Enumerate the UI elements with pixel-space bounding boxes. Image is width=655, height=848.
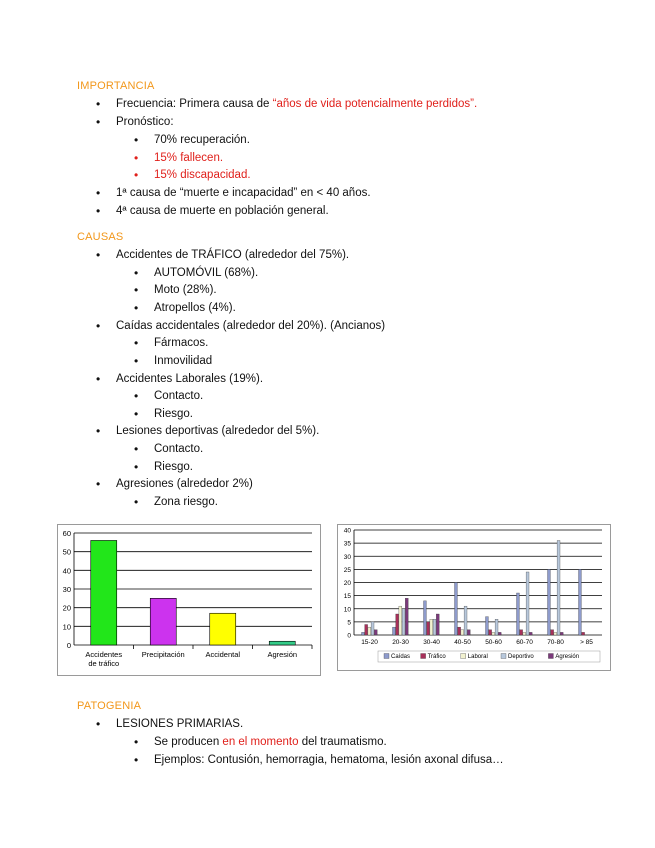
x-tick-label: Accidental — [205, 650, 241, 659]
bar — [433, 619, 436, 635]
list-item-deportivas: • Lesiones deportivas (alrededor del 5%). — [116, 424, 319, 438]
momento-suffix: del traumatismo. — [298, 736, 387, 748]
chart-causas-simple — [57, 524, 321, 676]
bar — [424, 601, 427, 635]
legend-swatch — [384, 654, 389, 659]
section-title-patogenia: PATOGENIA — [77, 700, 142, 712]
bar — [362, 632, 365, 635]
bar — [560, 632, 563, 635]
momento-prefix: Se producen — [154, 736, 223, 748]
bar — [436, 614, 439, 635]
x-tick-label: 60-70 — [516, 639, 533, 646]
legend-swatch — [548, 654, 553, 659]
y-tick-label: 0 — [66, 641, 71, 650]
list-item-pronostico-recuperacion: • 70% recuperación. — [154, 133, 250, 147]
x-tick-label: > 85 — [580, 639, 593, 646]
bar — [455, 583, 458, 636]
bar — [467, 630, 470, 635]
x-tick-label: 30-40 — [423, 639, 440, 646]
list-item-lesiones-primarias: • LESIONES PRIMARIAS. — [116, 717, 243, 731]
frecuencia-text: Frecuencia: Primera causa de — [116, 98, 273, 110]
list-item-trafico: • Accidentes de TRÁFICO (alrededor del 75%). — [116, 248, 349, 262]
bar — [464, 606, 467, 635]
y-tick-label: 30 — [343, 553, 351, 561]
y-tick-label: 40 — [343, 527, 351, 535]
chart-causas-simple-svg — [58, 525, 320, 675]
y-tick-label: 60 — [62, 529, 71, 538]
x-tick-label: 20-30 — [392, 639, 409, 646]
list-item-pronostico-fallecen: • 15% fallecen. — [154, 151, 223, 165]
y-tick-label: 10 — [343, 606, 351, 614]
x-tick-label: Agresión — [267, 650, 298, 659]
list-item-causa-1: • 1ª causa de “muerte e incapacidad” en < 40 años. — [116, 186, 371, 200]
legend-swatch — [501, 654, 506, 659]
bar — [396, 614, 399, 635]
bar — [486, 617, 489, 635]
bar — [405, 598, 408, 635]
section-title-causas: CAUSAS — [77, 231, 124, 243]
bar — [579, 569, 582, 635]
y-tick-label: 0 — [347, 632, 351, 640]
y-tick-label: 50 — [62, 547, 71, 557]
y-tick-label: 20 — [62, 603, 71, 613]
list-item-frecuencia — [116, 97, 477, 111]
bar — [498, 632, 501, 635]
list-item-laborales: • Accidentes Laborales (19%). — [116, 372, 263, 386]
bar — [582, 632, 585, 635]
bar — [393, 627, 396, 635]
x-tick-label: 70-80 — [547, 639, 564, 646]
y-tick-label: 40 — [62, 566, 71, 576]
list-item-deportivas-contacto: • Contacto. — [154, 442, 203, 456]
y-tick-label: 10 — [62, 622, 71, 632]
list-item-caidas: • Caídas accidentales (alrededor del 20%). (Ancianos) — [116, 319, 385, 333]
bar — [458, 627, 461, 635]
y-tick-label: 30 — [62, 585, 71, 594]
bar — [371, 622, 374, 635]
bar — [374, 630, 377, 635]
bar — [520, 630, 523, 635]
y-tick-label: 35 — [343, 540, 351, 548]
bar — [523, 632, 526, 635]
y-tick-label: 5 — [347, 619, 351, 627]
bar — [430, 619, 433, 635]
momento-highlight: en el momento — [222, 736, 299, 748]
y-tick-label: 20 — [343, 580, 351, 587]
list-item-atropellos: • Atropellos (4%). — [154, 301, 236, 315]
chart-causas-por-edad — [337, 524, 611, 671]
list-item-automovil: • AUTOMÓVIL (68%). — [154, 266, 258, 280]
bar — [150, 598, 176, 645]
legend-label: Deportivo — [508, 654, 534, 660]
bar — [551, 630, 554, 635]
legend-label: Caídas — [391, 654, 411, 660]
bar — [365, 625, 368, 636]
bar — [269, 641, 295, 645]
bar — [548, 569, 551, 635]
bar — [91, 540, 117, 645]
chart-causas-por-edad-svg — [338, 525, 610, 670]
bar — [554, 632, 557, 635]
list-item-ejemplos: • Ejemplos: Contusión, hemorragia, hematoma, lesión axonal difusa… — [154, 753, 504, 767]
bar — [402, 609, 405, 635]
x-tick-label: de tráfico — [88, 659, 120, 668]
legend-label: Tráfico — [427, 654, 446, 660]
x-tick-label: Accidentes — [85, 650, 123, 659]
x-tick-label: 40-50 — [454, 639, 471, 646]
list-item-moto: • Moto (28%). — [154, 283, 217, 297]
y-tick-label: 15 — [343, 593, 351, 601]
list-item-zona-riesgo: • Zona riesgo. — [154, 495, 218, 509]
list-item-farmacos: • Fármacos. — [154, 336, 208, 350]
list-item-momento — [154, 735, 387, 749]
legend-swatch — [421, 654, 426, 659]
frecuencia-highlight: “años de vida potencialmente perdidos”. — [272, 98, 478, 110]
bar — [210, 613, 236, 645]
legend-label: Laboral — [467, 654, 488, 660]
section-title-importancia: IMPORTANCIA — [77, 80, 155, 92]
list-item-pronostico: • Pronóstico: — [116, 115, 174, 129]
bar — [529, 632, 532, 635]
list-item-causa-4: • 4ª causa de muerte en población general. — [116, 204, 329, 218]
list-item-deportivas-riesgo: • Riesgo. — [154, 460, 193, 474]
x-tick-label: Precipitación — [141, 650, 185, 659]
bar — [461, 630, 464, 635]
legend-label: Agresión — [555, 654, 580, 660]
bar — [557, 541, 560, 636]
x-tick-label: 15-20 — [361, 639, 378, 646]
bar — [526, 572, 529, 635]
list-item-agresiones: • Agresiones (alrededor 2%) — [116, 477, 253, 491]
bar — [427, 622, 430, 635]
list-item-pronostico-discapacidad: • 15% discapacidad. — [154, 168, 251, 182]
bar — [368, 627, 371, 635]
list-item-inmovilidad: • Inmovilidad — [154, 354, 212, 368]
bar — [517, 593, 520, 635]
bar — [492, 632, 495, 635]
x-tick-label: 50-60 — [485, 639, 502, 646]
list-item-laborales-contacto: • Contacto. — [154, 389, 203, 403]
legend-swatch — [461, 654, 466, 659]
list-item-laborales-riesgo: • Riesgo. — [154, 407, 193, 421]
bar — [399, 606, 402, 635]
bar — [495, 619, 498, 635]
y-tick-label: 25 — [343, 566, 351, 574]
bar — [489, 630, 492, 635]
